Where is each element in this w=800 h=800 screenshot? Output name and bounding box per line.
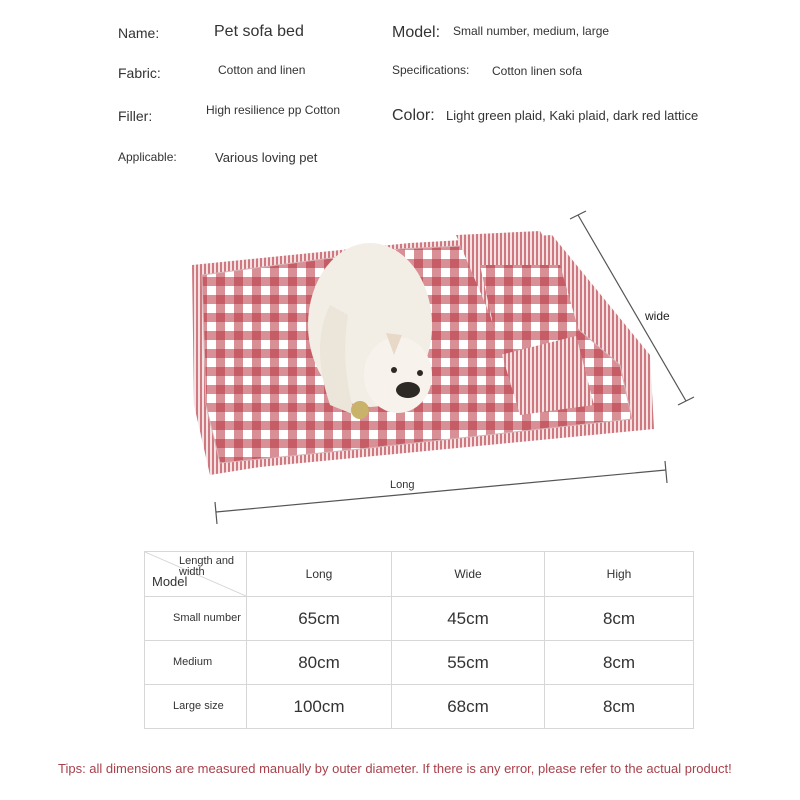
row-high: 8cm [545, 685, 694, 729]
row-wide: 68cm [392, 685, 545, 729]
name-label: Name: [118, 25, 160, 41]
table-header-row [145, 552, 694, 597]
row-mode: Small number [145, 597, 247, 641]
wide-label: wide [645, 309, 670, 323]
long-dimension-line [215, 461, 667, 524]
row-high: 8cm [545, 641, 694, 685]
sofa-bed [192, 231, 654, 475]
header-high: High [545, 552, 694, 597]
applicable-label: Applicable: [118, 150, 177, 164]
row-mode: Large size [145, 685, 247, 729]
corner-top-label: Length and width [179, 555, 235, 578]
color-value: Light green plaid, Kaki plaid, dark red lattice [446, 108, 699, 123]
row-high: 8cm [545, 597, 694, 641]
row-long: 65cm [247, 597, 392, 641]
size-table [144, 551, 694, 729]
filler-label: Filler: [118, 108, 153, 124]
fabric-value: Cotton and linen [218, 63, 306, 77]
row-wide: 45cm [392, 597, 545, 641]
long-label: Long [390, 479, 415, 491]
row-long: 100cm [247, 685, 392, 729]
specifications-value: Cotton linen sofa [492, 64, 583, 78]
table-corner-cell [145, 552, 247, 597]
applicable-value: Various loving pet [215, 150, 318, 165]
model-value: Small number, medium, large [453, 24, 610, 38]
corner-bottom-label: Model [152, 574, 188, 589]
tips-note: Tips: all dimensions are measured manually by outer diameter. If there is any error, please refer to the actual product! [58, 761, 732, 776]
row-long: 80cm [247, 641, 392, 685]
table-row [145, 597, 694, 641]
filler-value: High resilience pp Cotton [206, 103, 341, 117]
table-row [145, 685, 694, 729]
specifications-label: Specifications: [392, 63, 470, 77]
header-wide: Wide [392, 552, 545, 597]
color-label: Color: [392, 107, 435, 124]
row-wide: 55cm [392, 641, 545, 685]
fabric-label: Fabric: [118, 65, 161, 81]
name-value: Pet sofa bed [214, 23, 304, 40]
header-long: Long [247, 552, 392, 597]
row-mode: Medium [145, 641, 247, 685]
table-row [145, 641, 694, 685]
model-label: Model: [392, 24, 441, 41]
product-photo [180, 205, 720, 535]
